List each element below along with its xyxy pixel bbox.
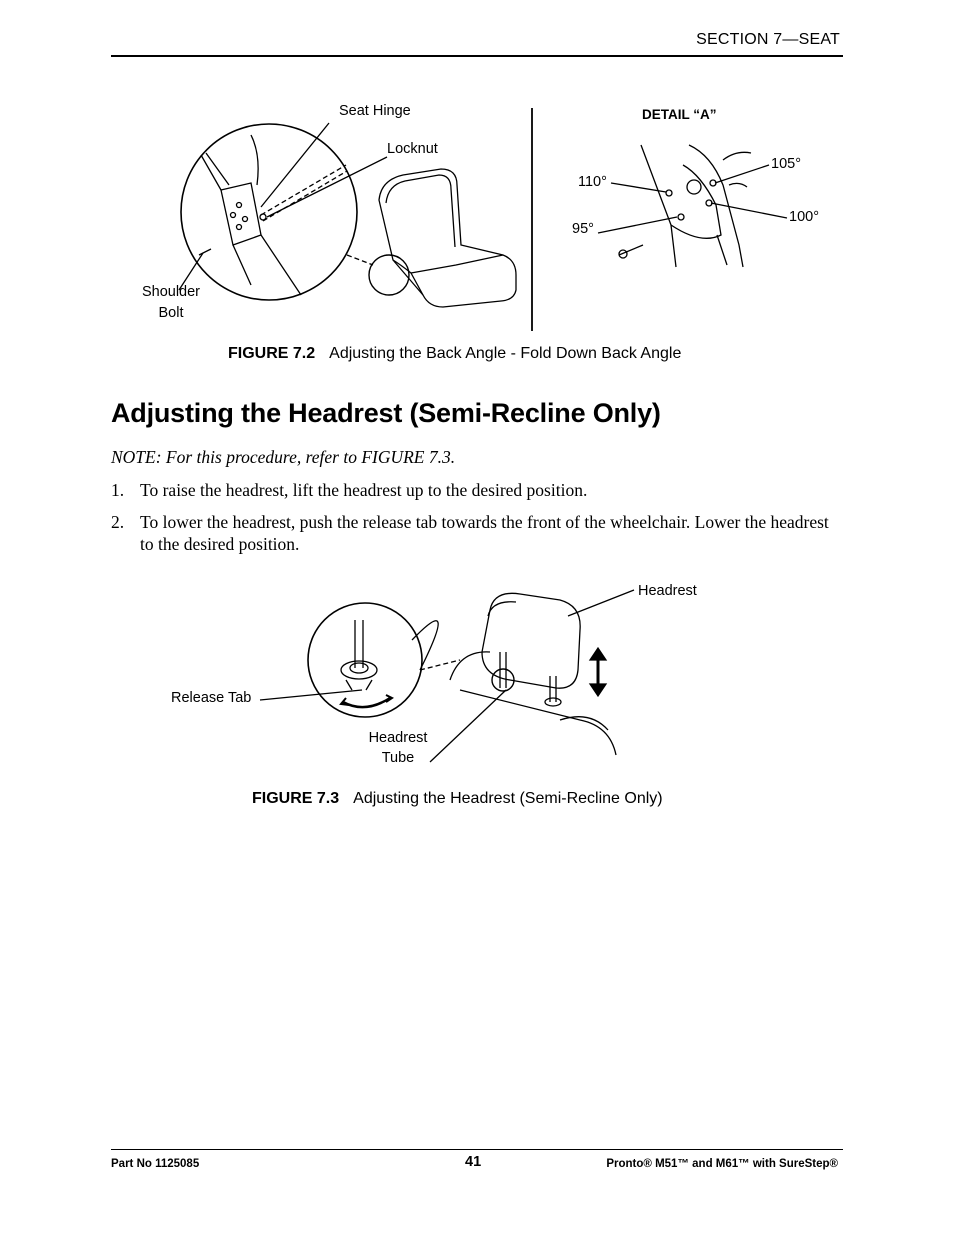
footer-product: Pronto® M51™ and M61™ with SureStep® bbox=[606, 1158, 838, 1170]
label-95-degrees: 95° bbox=[572, 221, 594, 237]
label-seat-hinge: Seat Hinge bbox=[339, 103, 411, 119]
figure-7-2-caption bbox=[228, 345, 681, 363]
section-header: SECTION 7—SEAT bbox=[696, 31, 840, 48]
figure-7-3-caption-text: Adjusting the Headrest (Semi-Recline Only) bbox=[353, 790, 663, 807]
label-110-degrees: 110° bbox=[578, 174, 607, 190]
label-105-degrees: 105° bbox=[771, 156, 801, 172]
label-100-degrees: 100° bbox=[789, 209, 819, 225]
figure-7-3-number: FIGURE 7.3 bbox=[252, 790, 340, 807]
detail-circle bbox=[369, 255, 409, 295]
figure-7-2-number: FIGURE 7.2 bbox=[228, 345, 316, 362]
figure-7-2 bbox=[111, 95, 843, 335]
step-1-text: To raise the headrest, lift the headrest up to the desired position. bbox=[140, 480, 588, 500]
label-detail-a: DETAIL “A” bbox=[642, 107, 717, 122]
headrest-zoom-circle bbox=[308, 603, 422, 717]
step-2-number: 2. bbox=[111, 512, 125, 532]
section-heading: Adjusting the Headrest (Semi-Recline Only) bbox=[111, 398, 661, 428]
zoom-circle bbox=[181, 124, 357, 300]
step-1 bbox=[111, 479, 843, 501]
step-2-text: To lower the headrest, push the release tab towards the front of the wheelchair. Lower the headrest to the desired position. bbox=[140, 512, 829, 554]
label-bolt: Bolt bbox=[158, 305, 184, 321]
label-release-tab: Release Tab bbox=[171, 690, 252, 706]
label-headrest: Headrest bbox=[638, 583, 697, 599]
figure-7-3-drawing bbox=[160, 580, 720, 775]
label-shoulder: Shoulder bbox=[141, 284, 201, 300]
step-2 bbox=[111, 511, 843, 555]
figure-7-3-caption bbox=[252, 790, 663, 808]
figure-7-3 bbox=[160, 580, 720, 775]
step-1-number: 1. bbox=[111, 480, 125, 500]
page-number: 41 bbox=[465, 1154, 482, 1170]
figure-7-2-drawing bbox=[111, 95, 843, 335]
figure-7-2-caption-text: Adjusting the Back Angle - Fold Down Back Angle bbox=[329, 345, 682, 362]
procedure-note: NOTE: For this procedure, refer to FIGURE 7.3. bbox=[111, 447, 456, 467]
footer-rule bbox=[111, 1149, 843, 1150]
footer-part-number: Part No 1125085 bbox=[111, 1158, 200, 1170]
label-headrest-tube-line1: Headrest bbox=[368, 730, 428, 746]
header-rule bbox=[111, 55, 843, 57]
label-locknut: Locknut bbox=[387, 141, 438, 157]
label-headrest-tube-line2: Tube bbox=[381, 750, 415, 766]
hinge-plate bbox=[221, 183, 261, 245]
